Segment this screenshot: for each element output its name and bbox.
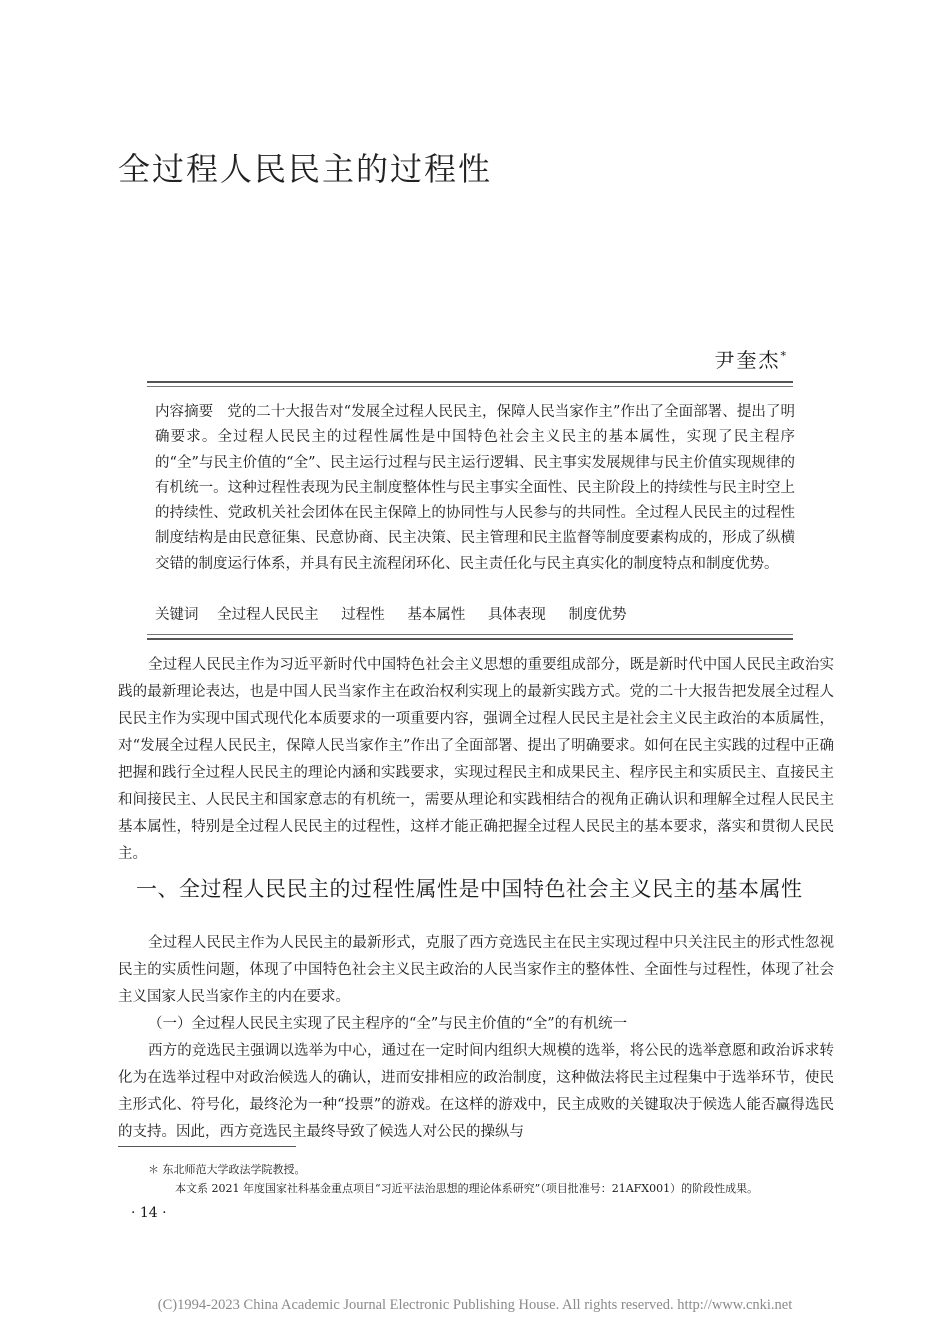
section-body xyxy=(118,930,834,1146)
section-heading: 一、全过程人民民主的过程性属性是中国特色社会主义民主的基本属性 xyxy=(136,877,803,901)
section-paragraph: 全过程人民民主作为人民民主的最新形式，克服了西方竞选民主在民主实现过程中只关注民主的形式性忽视民主的实质性问题，体现了中国特色社会主义民主政治的人民当家作主的整体性、全面性与过程性，体现了社会主义国家人民当家作主的内在要求。 xyxy=(118,935,834,1005)
abstract xyxy=(155,400,795,577)
keyword: 过程性 xyxy=(341,607,385,623)
author xyxy=(715,344,789,373)
footnote-funding: 本文系 2021 年度国家社科基金重点项目“习近平法治思想的理论体系研究”（项目批准号：21AFX001）的阶段性成果。 xyxy=(175,1182,759,1195)
intro-section xyxy=(118,652,834,868)
intro-paragraph: 全过程人民民主作为习近平新时代中国特色社会主义思想的重要组成部分，既是新时代中国人民民主政治实践的最新理论表达，也是中国人民当家作主在政治权利实现上的最新实践方式。党的二十大报告把发展全过程人民民主作为实现中国式现代化本质要求的一项重要内容，强调全过程人民民主是社会主义民主政治的本质属性，对“发展全过程人民民主，保障人民当家作主”作出了全面部署、提出了明确要求。如何在民主实践的过程中正确把握和践行全过程人民民主的理论内涵和实践要求，实现过程民主和成果民主、程序民主和实质民主、直接民主和间接民主、人民民主和国家意志的有机统一，需要从理论和实践相结合的视角正确认识和理解全过程人民民主基本属性，特别是全过程人民民主的过程性，这样才能正确把握全过程人民民主的基本要求，落实和贯彻人民民主。 xyxy=(118,657,834,862)
subsection-heading: （一）全过程人民民主实现了民主程序的“全”与民主价值的“全”的有机统一 xyxy=(148,1016,628,1032)
abstract-text: 党的二十大报告对“发展全过程人民民主，保障人民当家作主”作出了全面部署、提出了明确要求。全过程人民民主的过程性属性是中国特色社会主义民主的基本属性，实现了民主程序的“全”与民主价值的“全”、民主运行过程与民主运行逻辑、民主事实发展规律与民主价值实现规律的有机统一。这种过程性表现为民主制度整体性与民主事实全面性、民主阶段上的持续性与民主时空上的持续性、党政机关社会团体在民主保障上的协同性与人民参与的共同性。全过程人民民主的过程性制度结构是由民意征集、民意协商、民主决策、民主管理和民主监督等制度要素构成的，形成了纵横交错的制度运行体系，并具有民主流程闭环化、民主责任化与民主真实化的制度特点和制度优势。 xyxy=(155,404,795,572)
abstract-top-rule-thin xyxy=(147,386,793,387)
section-paragraph: 西方的竞选民主强调以选举为中心，通过在一定时间内组织大规模的选举，将公民的选举意愿和政治诉求转化为在选举过程中对政治候选人的确认，进而安排相应的政治制度，这种做法将民主过程集中于选举环节，使民主形式化、符号化，最终沦为一种“投票”的游戏。在这样的游戏中，民主成败的关键取决于候选人能否赢得选民的支持。因此，西方竞选民主最终导致了候选人对公民的操纵与 xyxy=(118,1043,834,1140)
abstract-top-rule xyxy=(147,381,793,383)
author-name: 尹奎杰 xyxy=(714,348,781,372)
keywords xyxy=(155,603,795,628)
keywords-label: 关键词 xyxy=(155,607,199,623)
copyright-watermark: (C)1994-2023 China Academic Journal Electronic Publishing House. All rights reserved. http://www.cnki.net xyxy=(157,1297,793,1313)
abstract-bottom-rule xyxy=(147,638,793,640)
abstract-label: 内容摘要 xyxy=(155,404,214,420)
author-footnote-mark: * xyxy=(780,349,788,363)
keyword: 全过程人民民主 xyxy=(217,607,319,623)
keyword: 制度优势 xyxy=(568,607,627,623)
footnote-author: ＊ 东北师范大学政法学院教授。 xyxy=(148,1163,306,1176)
article-title: 全过程人民民主的过程性 xyxy=(118,150,493,188)
page-number: · 14 · xyxy=(131,1205,167,1221)
footnote-rule xyxy=(118,1146,296,1147)
keyword: 基本属性 xyxy=(407,607,466,623)
abstract-bottom-rule-thin xyxy=(147,634,793,635)
keyword: 具体表现 xyxy=(487,607,546,623)
